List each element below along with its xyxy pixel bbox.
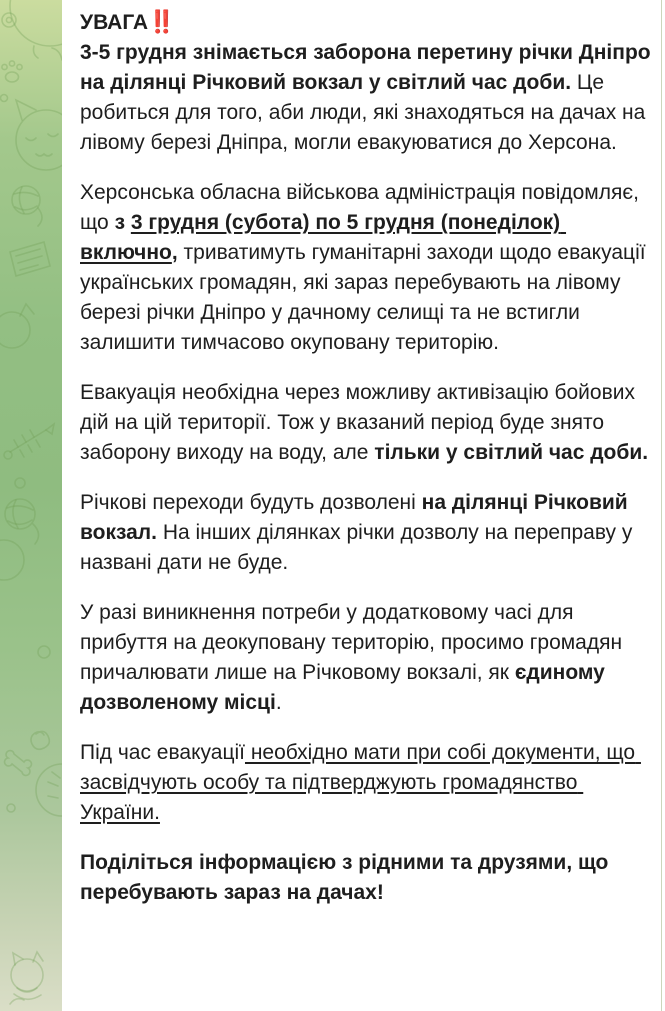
- paragraph: [80, 598, 658, 718]
- text-run: тільки у світлий час доби.: [374, 441, 649, 464]
- text-run: 3 грудня (субота) по 5 грудня (понеділок) включно: [80, 211, 567, 264]
- paragraph: [80, 378, 658, 468]
- text-run: з: [114, 211, 131, 234]
- text-run: На інших ділянках річки дозволу на переправу у названі дати не буде.: [80, 521, 639, 574]
- text-run: триватимуть гуманітарні заходи щодо евакуації українських громадян, які зараз перебувають на лівому березі річки Дніпро у дачному селищі та не встигли залишити тимчасово окуповану територію.: [80, 241, 652, 354]
- paragraph: [80, 848, 658, 908]
- message-bubble: [62, 0, 665, 1011]
- text-run: Херсонська обласна військова адміністрація повідомляє, що: [80, 181, 645, 234]
- text-run: ,: [171, 241, 178, 264]
- text-run: на ділянці Річковий вокзал.: [80, 491, 634, 544]
- background-doodles-cat-pattern: [0, 0, 70, 1011]
- text-run: 3-5 грудня знімається заборона перетину річки Дніпро на ділянці Річковий вокзал у світлий час доби.: [80, 41, 657, 94]
- double-exclamation-emoji: ‼️: [148, 10, 176, 35]
- text-run: необхідно мати при собі документи, що засвідчують особу та підтверджують громадянство України.: [80, 741, 641, 824]
- text-run: Під час евакуації: [80, 741, 245, 764]
- text-run: УВАГА: [80, 11, 149, 34]
- paragraph: [80, 8, 658, 158]
- text-run: Поділіться інформацією з рідними та друзями, що перебувають зараз на дачах!: [80, 851, 615, 904]
- paragraph: [80, 178, 658, 358]
- right-edge-line: [661, 0, 662, 1011]
- paragraph: [80, 738, 658, 828]
- text-run: У разі виникнення потреби у додатковому часі для прибуття на деокуповану територію, просимо громадян причалювати лише на Річковому вокзалі, як: [80, 601, 628, 684]
- text-run: .: [275, 691, 282, 714]
- message-text: [62, 0, 665, 908]
- text-run: єдиному дозволеному місці: [80, 661, 611, 714]
- text-run: Річкові переходи будуть дозволені: [80, 491, 422, 514]
- text-run: Це робиться для того, аби люди, які знаходяться на дачах на лівому березі Дніпра, могли евакуюватися до Херсона.: [80, 71, 652, 154]
- paragraph: [80, 488, 658, 578]
- text-run: Евакуація необхідна через можливу активізацію бойових дій на цій території. Тож у вказаний період буде знято заборону виходу на воду, але: [80, 381, 641, 464]
